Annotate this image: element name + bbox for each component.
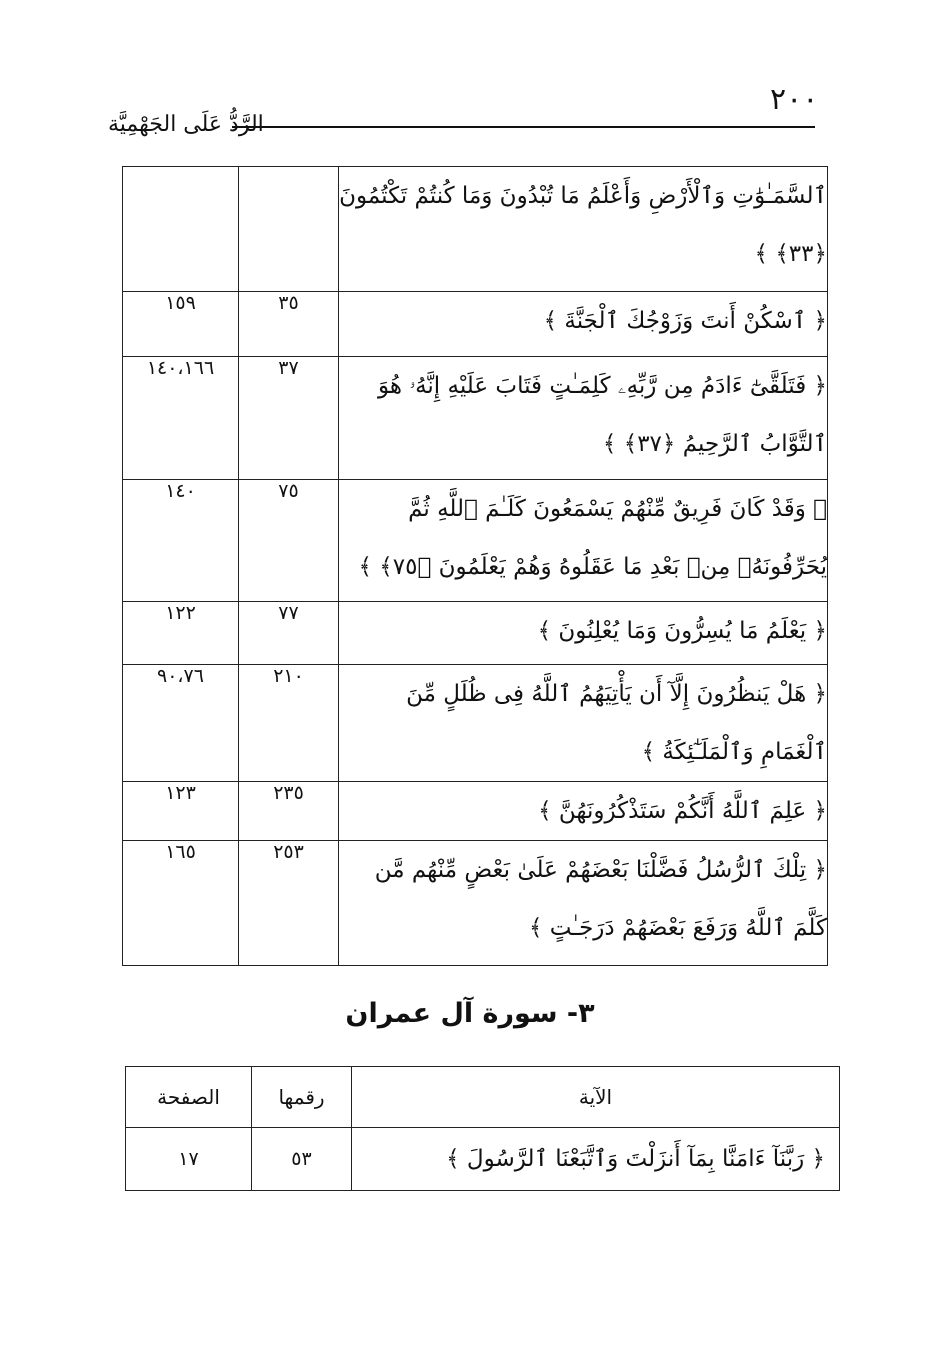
verse-cell: ﴿ هَلْ يَنظُرُونَ إِلَّآ أَن يَأْتِيَهُمُ ٱللَّهُ فِى ظُلَلٍ مِّنَ ٱلْغَمَامِ وَٱلْمَلَـٰٓئِكَةُ ﴾ [339,665,828,782]
verse-number-cell: ٢٥٣ [239,841,339,966]
page-cell [123,167,239,292]
page-cell: ١٥٩ [123,292,239,357]
verse-number-cell: ٧٧ [239,602,339,665]
table-row [123,357,828,480]
verse-cell: ﴿ ٱسْكُنْ أَنتَ وَزَوْجُكَ ٱلْجَنَّةَ ﴾ [339,292,828,357]
page-number: ٢٠٠ [770,82,819,117]
verse-cell: ﴿ تِلْكَ ٱلرُّسُلُ فَضَّلْنَا بَعْضَهُمْ عَلَىٰ بَعْضٍ مِّنْهُم مَّن كَلَّمَ ٱللَّهُ وَرَفَعَ بَعْضَهُمْ دَرَجَـٰتٍ ﴾ [339,841,828,966]
verse-number-cell: ٣٧ [239,357,339,480]
section-title: ٣- سورة آل عمران [345,998,595,1029]
page-cell: ١٧ [126,1128,252,1191]
verse-number-cell: ٢١٠ [239,665,339,782]
column-header-number: رقمها [252,1067,352,1128]
table-header-row [126,1067,840,1128]
verses-table-baqara [122,166,828,966]
table-row [123,782,828,841]
verse-number-cell [239,167,339,292]
verse-number-cell: ٢٣٥ [239,782,339,841]
table-row [123,841,828,966]
page-cell: ١٤٠ [123,480,239,602]
page-cell: ١٦٥ [123,841,239,966]
column-header-page: الصفحة [126,1067,252,1128]
header-rule [232,126,815,128]
verse-number-cell: ٥٣ [252,1128,352,1191]
page-cell: ١٢٣ [123,782,239,841]
column-header-verse: الآية [352,1067,840,1128]
table-row [123,292,828,357]
verse-cell: ﴿ وَقَدْ كَانَ فَرِيقٌ مِّنْهُمْ يَسْمَعُونَ كَلَـٰمَ ٱللَّهِ ثُمَّ يُحَرِّفُونَهُۥ مِنۢ بَعْدِ مَا عَقَلُوهُ وَهُمْ يَعْلَمُونَ ﴿٧٥﴾ ﴾ [339,480,828,602]
verse-cell: ٱلسَّمَـٰوَٰتِ وَٱلْأَرْضِ وَأَعْلَمُ مَا تُبْدُونَ وَمَا كُنتُمْ تَكْتُمُونَ ﴿٣٣﴾ ﴾ [339,167,828,292]
page-cell: ١٢٢ [123,602,239,665]
table-row [126,1128,840,1191]
table-row [123,167,828,292]
table-row [123,602,828,665]
page-cell: ١٤٠،١٦٦ [123,357,239,480]
verse-number-cell: ٣٥ [239,292,339,357]
verse-cell: ﴿ يَعْلَمُ مَا يُسِرُّونَ وَمَا يُعْلِنُونَ ﴾ [339,602,828,665]
verse-cell: ﴿ فَتَلَقَّىٰٓ ءَادَمُ مِن رَّبِّهِۦ كَلِمَـٰتٍ فَتَابَ عَلَيْهِ إِنَّهُۥ هُوَ ٱلتَّوَّابُ ٱلرَّحِيمُ ﴿٣٧﴾ ﴾ [339,357,828,480]
verses-table-al-imran [125,1066,840,1191]
table-row [123,665,828,782]
page-cell: ٩٠،٧٦ [123,665,239,782]
running-title: الرَّدُّ عَلَى الجَهْمِيَّة [108,112,264,137]
verse-number-cell: ٧٥ [239,480,339,602]
table-row [123,480,828,602]
verse-cell: ﴿ رَبَّنَآ ءَامَنَّا بِمَآ أَنزَلْتَ وَٱتَّبَعْنَا ٱلرَّسُولَ ﴾ [352,1128,840,1191]
verse-cell: ﴿ عَلِمَ ٱللَّهُ أَنَّكُمْ سَتَذْكُرُونَهُنَّ ﴾ [339,782,828,841]
